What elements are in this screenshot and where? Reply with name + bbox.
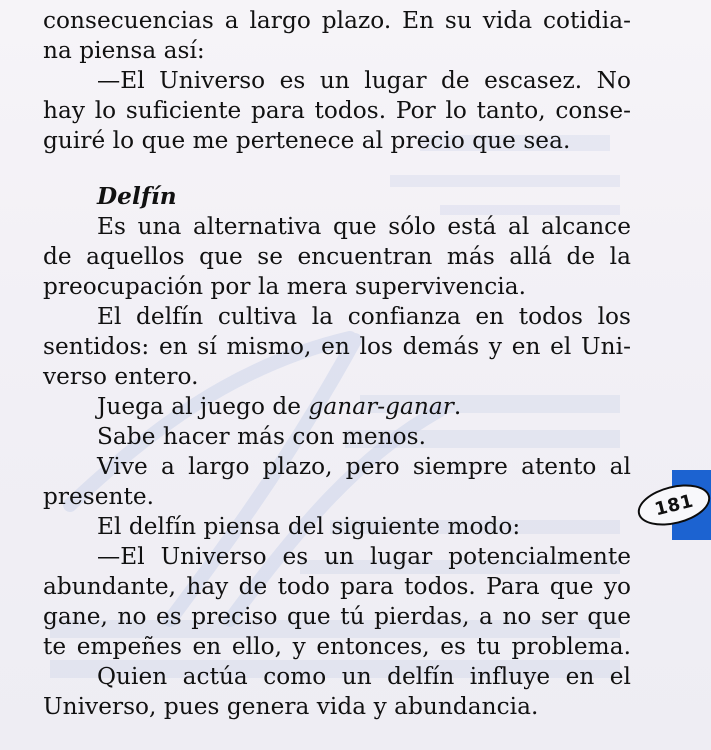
text-line: guiré lo que me pertenece al precio que sea. xyxy=(43,127,571,154)
text-line xyxy=(43,392,631,422)
text-line: abundante, hay de todo para todos. Para que yo xyxy=(43,573,631,600)
text-line: El delfín piensa del siguiente modo: xyxy=(97,513,521,540)
body-text xyxy=(43,6,631,722)
text-line: Vive a largo plazo, pero siempre atento al xyxy=(97,453,631,480)
page-number: 181 xyxy=(652,490,696,520)
text-line: Universo, pues genera vida y abundancia. xyxy=(43,693,539,720)
text-line: gane, no es preciso que tú pierdas, a no ser que xyxy=(43,603,631,630)
text-line: sentidos: en sí mismo, en los demás y en el Uni- xyxy=(43,333,631,360)
paragraph-spacer xyxy=(43,156,631,180)
text-fragment: Juega al juego de xyxy=(97,393,309,420)
text-line: de aquellos que se encuentran más allá de la xyxy=(43,243,631,270)
text-line: Es una alternativa que sólo está al alcance xyxy=(97,213,631,240)
text-line: El delfín cultiva la confianza en todos los xyxy=(97,303,631,330)
text-line: hay lo suficiente para todos. Por lo tanto, conse- xyxy=(43,97,631,124)
text-line: consecuencias a largo plazo. En su vida cotidia- xyxy=(43,7,631,34)
text-line: verso entero. xyxy=(43,363,199,390)
text-line: preocupación por la mera supervivencia. xyxy=(43,273,527,300)
text-line: presente. xyxy=(43,483,155,510)
section-heading: Delfín xyxy=(97,183,177,210)
text-line: Quien actúa como un delfín influye en el xyxy=(97,663,631,690)
text-fragment: . xyxy=(453,393,462,420)
text-line: —El Universo es un lugar de escasez. No xyxy=(97,67,631,94)
text-line: te empeñes en ello, y entonces, es tu problema. xyxy=(43,633,631,660)
text-line: —El Universo es un lugar potencialmente xyxy=(97,543,631,570)
text-line: na piensa así: xyxy=(43,37,205,64)
italic-term: ganar-ganar xyxy=(308,393,454,420)
text-line: Sabe hacer más con menos. xyxy=(97,423,427,450)
